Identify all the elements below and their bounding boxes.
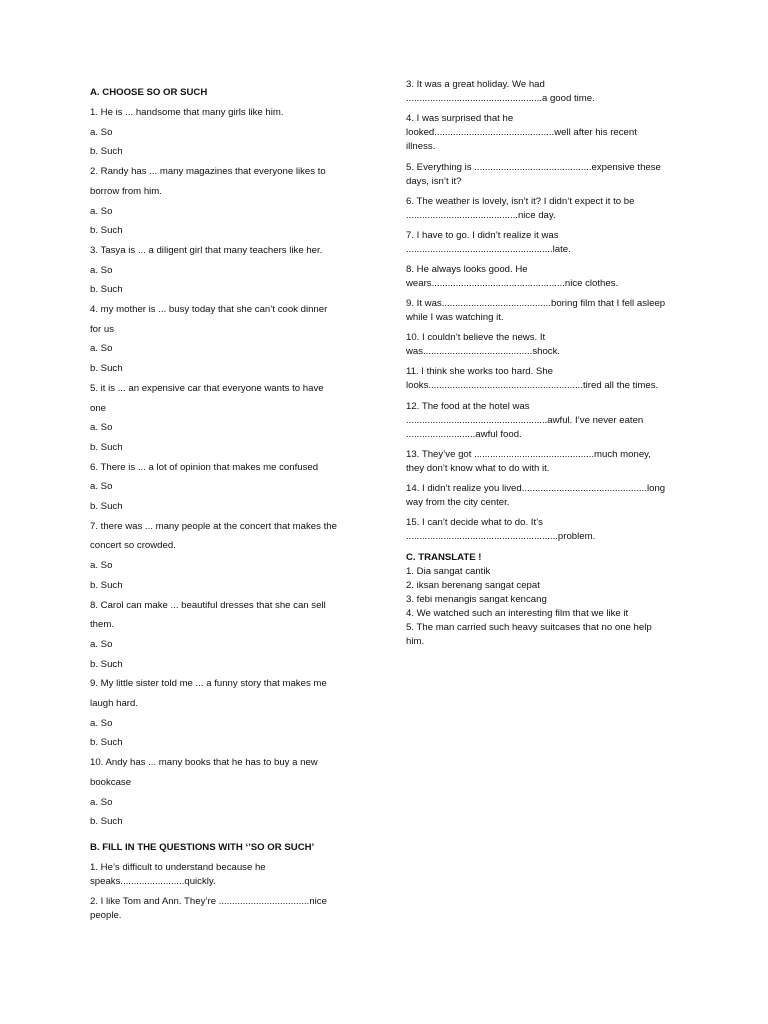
question-stem: 5. it is ... an expensive car that everyone wants to have [90,382,324,394]
fill-question-line: 15. I can’t decide what to do. It’s [406,517,543,528]
fill-question-line: 7. I have to go. I didn’t realize it was [406,230,559,241]
option-a: a. So [90,481,113,493]
section-c-title: C. TRANSLATE ! [406,552,482,563]
option-b: b. Such [90,441,123,453]
question-stem: them. [90,619,114,631]
fill-question-line: 5. Everything is ............................................expensive these [406,162,661,173]
option-b: b. Such [90,737,123,749]
fill-question-line: 11. I think she works too hard. She [406,366,554,377]
fill-question-line: 14. I didn’t realize you lived...............................................long [406,483,666,494]
option-b: b. Such [90,658,123,670]
translate-item: 1. Dia sangat cantik [406,566,491,577]
fill-question-line: while I was watching it. [406,312,504,323]
translate-item: him. [406,636,425,647]
fill-question-line: people. [90,910,122,921]
fill-question-line: speaks........................quickly. [90,876,216,887]
fill-question-line: illness. [406,141,436,152]
option-a: a. So [90,717,113,729]
question-stem: 10. Andy has ... many books that he has to buy a new [90,757,318,769]
question-stem: bookcase [90,776,132,788]
option-a: a. So [90,126,113,138]
fill-question-line: they don’t know what to do with it. [406,463,550,474]
option-b: b. Such [90,816,123,828]
question-stem: for us [90,323,114,335]
option-a: a. So [90,796,113,808]
question-stem: 2. Randy has ... many magazines that everyone likes to [90,166,326,178]
question-stem: 3. Tasya is ... a diligent girl that many teachers like her. [90,244,323,256]
option-a: a. So [90,422,113,434]
fill-question-line: 12. The food at the hotel was [406,401,530,412]
fill-question-line: ..........................awful food. [406,429,522,440]
question-stem: concert so crowded. [90,540,176,552]
option-b: b. Such [90,225,123,237]
fill-question-line: 10. I couldn’t believe the news. It [406,332,546,343]
translate-item: 4. We watched such an interesting film that we like it [406,608,629,619]
fill-question-line: wears..................................................nice clothes. [406,278,619,289]
fill-question-line: .......................................................late. [406,244,571,255]
translate-item: 5. The man carried such heavy suitcases that no one help [406,622,652,633]
option-b: b. Such [90,579,123,591]
question-stem: one [90,402,107,414]
option-b: b. Such [90,501,123,512]
fill-question-line: way from the city center. [406,497,510,508]
question-stem: 9. My little sister told me ... a funny story that makes me [90,678,327,690]
fill-question-line: 2. I like Tom and Ann. They’re ..................................nice [90,896,327,907]
option-b: b. Such [90,146,123,158]
fill-question-line: looked.............................................well after his recent [406,127,637,138]
option-b: b. Such [90,284,123,296]
fill-question-line: days, isn’t it? [406,176,462,187]
fill-question-line: 4. I was surprised that he [406,113,514,124]
fill-question-line: 13. They’ve got .............................................much money, [406,449,651,460]
question-stem: 8. Carol can make ... beautiful dresses that she can sell [90,599,326,611]
question-stem: 4. my mother is ... busy today that she can’t cook dinner [90,304,328,315]
translate-item: 3. febi menangis sangat kencang [406,594,547,605]
fill-question-line: ...................................................a good time. [406,93,595,104]
fill-question-line: 9. It was.........................................boring film that I fell asleep [406,298,666,309]
option-a: a. So [90,205,113,217]
option-b: b. Such [90,363,123,375]
question-stem: 7. there was ... many people at the concert that makes the [90,520,337,532]
option-a: a. So [90,560,113,572]
question-stem: 1. He is ... handsome that many girls like him. [90,107,284,118]
fill-question-line: 6. The weather is lovely, isn’t it? I didn’t expect it to be [406,196,635,207]
fill-question-line: .....................................................awful. I’ve never eaten [406,415,644,426]
option-a: a. So [90,264,113,276]
question-stem: laugh hard. [90,698,139,709]
fill-question-line: was.........................................shock. [406,346,561,357]
question-stem: borrow from him. [90,185,162,197]
option-a: a. So [90,343,113,355]
fill-question-line: 1. He’s difficult to understand because he [90,862,266,873]
question-stem: 6. There is ... a lot of opinion that makes me confused [90,461,319,473]
fill-question-line: ..........................................nice day. [406,210,556,221]
section-a-title: A. CHOOSE SO OR SUCH [90,87,208,98]
fill-question-line: .........................................................problem. [406,531,596,542]
fill-question-line: looks..........................................................tired all the times. [406,380,659,391]
fill-question-line: 3. It was a great holiday. We had [406,79,545,90]
section-b-title: B. FILL IN THE QUESTIONS WITH ‘’SO OR SUCH’ [90,842,315,853]
fill-question-line: 8. He always looks good. He [406,264,528,275]
option-a: a. So [90,638,113,650]
translate-item: 2. iksan berenang sangat cepat [406,580,540,591]
